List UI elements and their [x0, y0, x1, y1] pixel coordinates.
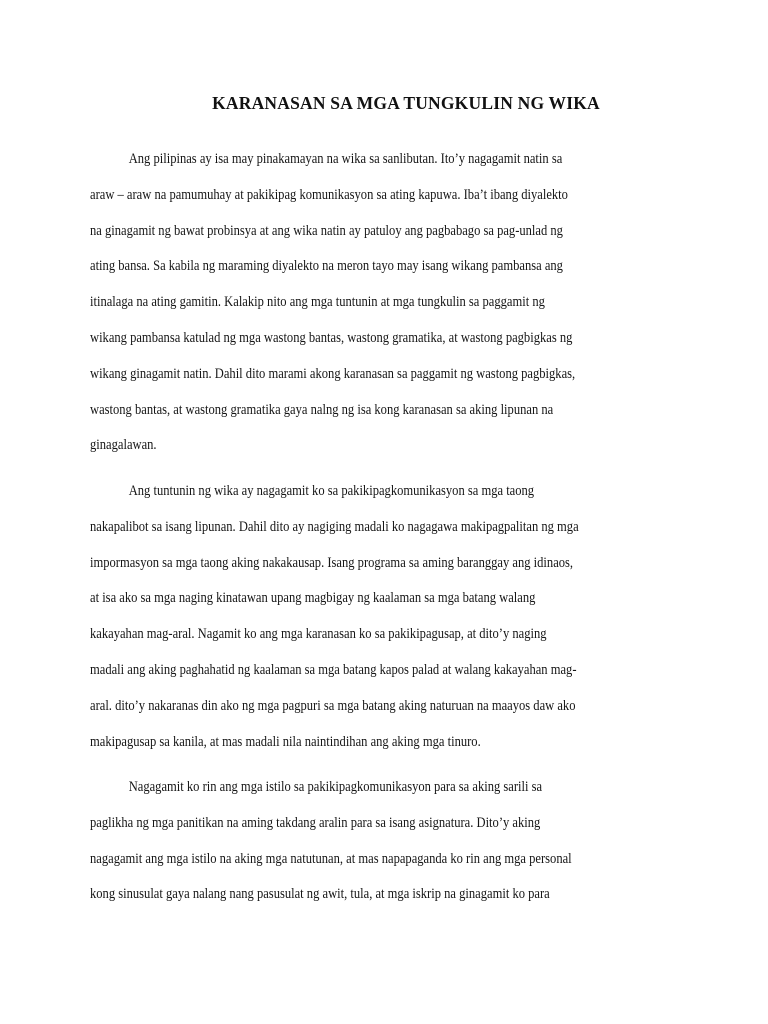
paragraph-line: kakayahan mag-aral. Nagamit ko ang mga karanasan ko sa pakikipagusap, at dito’y naging	[90, 626, 547, 643]
paragraph-line: na ginagamit ng bawat probinsya at ang wika natin ay patuloy ang pagbabago sa pag-unlad ng	[90, 222, 563, 239]
document-title: KARANASAN SA MGA TUNGKULIN NG WIKA	[212, 93, 600, 113]
paragraph-1	[90, 142, 606, 464]
paragraph-line: Ang tuntunin ng wika ay nagagamit ko sa pakikipagkomunikasyon sa mga taong	[128, 483, 535, 499]
paragraph-line: Nagagamit ko rin ang mga istilo sa pakikipagkomunikasyon para sa aking sarili sa	[128, 779, 543, 795]
paragraph-line: aral. dito’y nakaranas din ako ng mga pagpuri sa mga batang aking naturuan na maayos daw ako	[90, 697, 576, 714]
paragraph-line: ginagalawan.	[90, 437, 157, 454]
paragraph-line: ating bansa. Sa kabila ng maraming diyalekto na meron tayo may isang wikang pambansa ang	[90, 258, 563, 275]
paragraph-line: madali ang aking paghahatid ng kaalaman sa mga batang kapos palad at walang kakayahan mag-	[90, 661, 577, 678]
paragraph-line: nagagamit ang mga istilo na aking mga natutunan, at mas napapaganda ko rin ang mga personal	[90, 850, 572, 867]
paragraph-line: nakapalibot sa isang lipunan. Dahil dito ay nagiging madali ko nagagawa makipagpalitan ng mga	[90, 518, 579, 535]
paragraph-line: kong sinusulat gaya nalang nang pasusulat ng awit, tula, at mga iskrip na ginagamit ko para	[90, 886, 550, 903]
paragraph-line: araw – araw na pamumuhay at pakikipag komunikasyon sa ating kapuwa. Iba’t ibang diyalekto	[90, 186, 568, 203]
paragraph-line: makipagusap sa kanila, at mas madali nila naintindihan ang aking mga tinuro.	[90, 733, 481, 750]
paragraph-line: itinalaga na ating gamitin. Kalakip nito ang mga tuntunin at mga tungkulin sa paggamit ng	[90, 294, 545, 311]
paragraph-line: wastong bantas, at wastong gramatika gaya nalng ng isa kong karanasan sa aking lipunan na	[90, 401, 554, 418]
paragraph-line: impormasyon sa mga taong aking nakakausap. Isang programa sa aming baranggay ang idinaos,	[90, 554, 574, 571]
paragraph-line: at isa ako sa mga naging kinatawan upang magbigay ng kaalaman sa mga batang walang	[90, 590, 536, 607]
paragraph-line: paglikha ng mga panitikan na aming takdang aralin para sa isang asignatura. Dito’y aking	[90, 814, 541, 831]
paragraph-line: wikang pambansa katulad ng mga wastong bantas, wastong gramatika, at wastong pagbigkas ng	[90, 329, 573, 346]
paragraph-3	[90, 770, 606, 913]
paragraph-2	[90, 474, 606, 760]
paragraph-line: wikang ginagamit natin. Dahil dito marami akong karanasan sa paggamit ng wastong pagbigkas,	[90, 365, 576, 382]
paragraph-line: Ang pilipinas ay isa may pinakamayan na wika sa sanlibutan. Ito’y nagagamit natin sa	[128, 151, 563, 167]
